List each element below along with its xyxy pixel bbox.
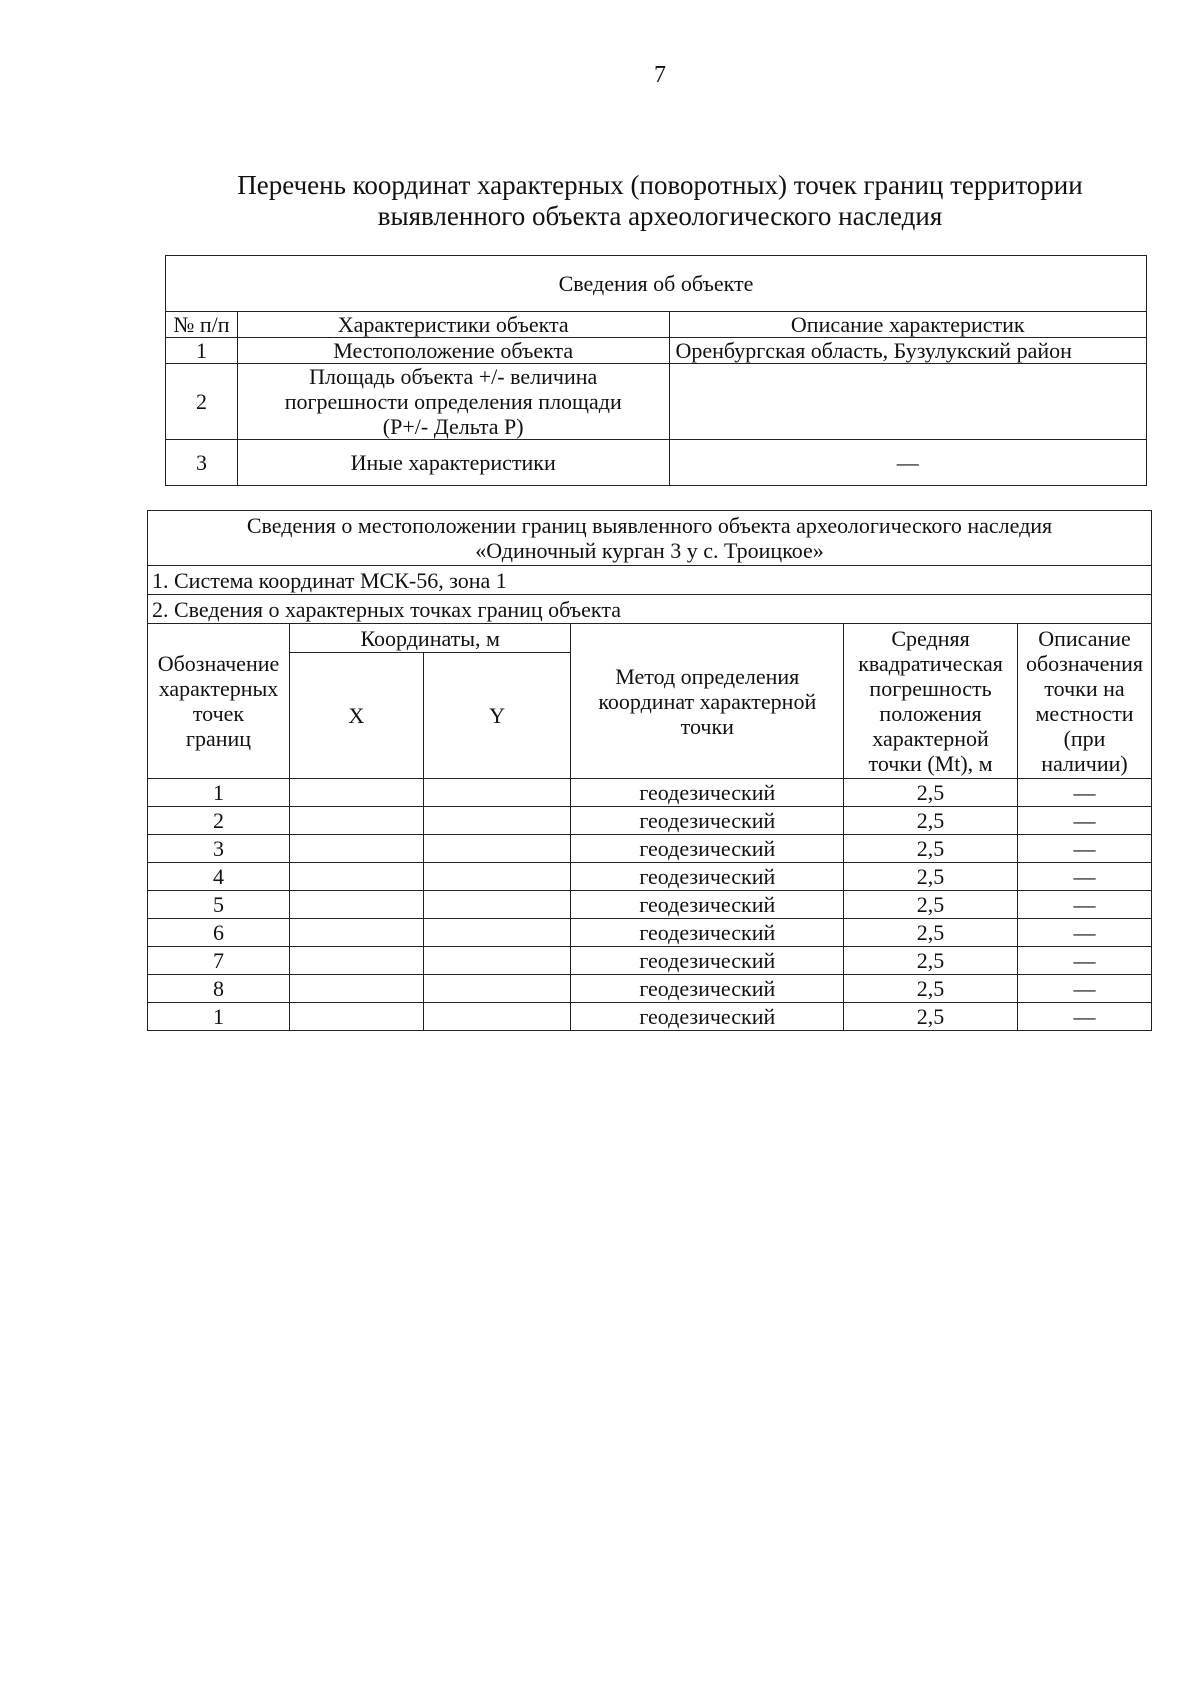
table-row — [148, 891, 1152, 919]
point-description: — — [1018, 891, 1152, 919]
point-y — [423, 807, 571, 835]
point-method: геодезический — [571, 835, 844, 863]
point-y — [423, 975, 571, 1003]
point-x — [289, 947, 423, 975]
document-title — [160, 170, 1160, 232]
col-header-line: точки (Mt), м — [868, 751, 993, 776]
col-header-line: точки на — [1044, 676, 1125, 701]
boundary-table — [147, 510, 1152, 1031]
col-header-line: Метод определения — [615, 663, 800, 689]
boundary-header-line-1: Сведения о местоположении границ выявленного объекта археологического наследия — [246, 513, 1053, 538]
col-header-line: Средняя — [891, 626, 970, 651]
point-error: 2,5 — [844, 1003, 1018, 1031]
table-row — [148, 1003, 1152, 1031]
col-header-line: Обозначение — [157, 651, 280, 676]
row-description: — — [669, 440, 1147, 486]
coordinate-system: 1. Система координат МСК-56, зона 1 — [148, 566, 1152, 595]
table-row — [148, 835, 1152, 863]
col-header-error — [844, 624, 1018, 779]
table-row — [148, 975, 1152, 1003]
row-characteristic-line: Площадь объекта +/- величина — [309, 364, 598, 389]
boundary-header — [148, 511, 1152, 566]
point-error: 2,5 — [844, 863, 1018, 891]
table-row — [148, 807, 1152, 835]
point-method: геодезический — [571, 947, 844, 975]
point-x — [289, 975, 423, 1003]
point-y — [423, 947, 571, 975]
col-header-coordinates: Координаты, м — [289, 624, 571, 653]
col-header-line: координат характерной — [598, 688, 817, 714]
row-num: 2 — [166, 364, 238, 440]
title-line-2: выявленного объекта археологического наследия — [377, 201, 943, 231]
col-header-line: характерной — [872, 726, 989, 751]
point-error: 2,5 — [844, 779, 1018, 807]
point-description: — — [1018, 807, 1152, 835]
point-x — [289, 779, 423, 807]
col-header-line: (при — [1063, 726, 1106, 751]
boundary-header-line-2: «Одиночный курган 3 у с. Троицкое» — [475, 538, 824, 563]
point-method: геодезический — [571, 919, 844, 947]
point-number: 1 — [148, 1003, 290, 1031]
point-error: 2,5 — [844, 975, 1018, 1003]
point-number: 2 — [148, 807, 290, 835]
point-x — [289, 891, 423, 919]
point-error: 2,5 — [844, 947, 1018, 975]
point-x — [289, 807, 423, 835]
col-header-line: точки — [680, 713, 734, 739]
col-header-line: квадратическая — [858, 651, 1003, 676]
row-characteristic-line: (Р+/- Дельта Р) — [382, 414, 524, 439]
table-row — [148, 919, 1152, 947]
col-header-method — [571, 624, 844, 779]
page-number: 7 — [654, 62, 666, 88]
row-description — [669, 364, 1147, 440]
row-characteristic: Иные характеристики — [237, 440, 669, 486]
col-header-y: Y — [423, 653, 571, 779]
point-number: 5 — [148, 891, 290, 919]
point-method: геодезический — [571, 1003, 844, 1031]
col-header-line: обозначения — [1025, 651, 1144, 676]
row-num: 3 — [166, 440, 238, 486]
point-error: 2,5 — [844, 807, 1018, 835]
table-row — [166, 338, 1147, 364]
row-characteristic: Местоположение объекта — [237, 338, 669, 364]
point-number: 6 — [148, 919, 290, 947]
point-number: 8 — [148, 975, 290, 1003]
point-description: — — [1018, 863, 1152, 891]
point-x — [289, 919, 423, 947]
col-header-line: границ — [185, 726, 252, 751]
point-method: геодезический — [571, 891, 844, 919]
col-header-point-description — [1018, 624, 1152, 779]
point-error: 2,5 — [844, 835, 1018, 863]
col-header-designation — [148, 624, 290, 779]
point-error: 2,5 — [844, 919, 1018, 947]
point-error: 2,5 — [844, 891, 1018, 919]
point-description: — — [1018, 975, 1152, 1003]
points-header: 2. Сведения о характерных точках границ объекта — [148, 595, 1152, 624]
table-row — [166, 364, 1147, 440]
point-y — [423, 1003, 571, 1031]
col-header-line: наличии) — [1041, 751, 1128, 776]
point-x — [289, 835, 423, 863]
col-header-characteristics: Характеристики объекта — [237, 312, 669, 338]
row-characteristic-line: погрешности определения площади — [284, 389, 622, 414]
col-header-line: характерных — [158, 676, 279, 701]
point-description: — — [1018, 1003, 1152, 1031]
point-method: геодезический — [571, 779, 844, 807]
point-number: 7 — [148, 947, 290, 975]
object-info-table — [165, 255, 1147, 486]
point-number: 3 — [148, 835, 290, 863]
table-row — [166, 440, 1147, 486]
col-header-x: X — [289, 653, 423, 779]
point-x — [289, 1003, 423, 1031]
row-characteristic — [237, 364, 669, 440]
point-y — [423, 863, 571, 891]
table-row — [148, 947, 1152, 975]
col-header-description: Описание характеристик — [669, 312, 1147, 338]
point-method: геодезический — [571, 863, 844, 891]
point-description: — — [1018, 947, 1152, 975]
title-line-1: Перечень координат характерных (поворотных) точек границ территории — [237, 170, 1083, 200]
point-x — [289, 863, 423, 891]
table-row — [148, 863, 1152, 891]
col-header-num: № п/п — [166, 312, 238, 338]
point-y — [423, 891, 571, 919]
col-header-line: погрешность — [869, 676, 992, 701]
point-y — [423, 835, 571, 863]
row-description: Оренбургская область, Бузулукский район — [669, 338, 1147, 364]
point-number: 1 — [148, 779, 290, 807]
col-header-line: местности — [1035, 701, 1134, 726]
row-num: 1 — [166, 338, 238, 364]
point-number: 4 — [148, 863, 290, 891]
col-header-line: положения — [879, 701, 982, 726]
col-header-line: точек — [192, 701, 245, 726]
col-header-line: Описание — [1038, 626, 1131, 651]
point-method: геодезический — [571, 807, 844, 835]
point-y — [423, 919, 571, 947]
point-y — [423, 779, 571, 807]
object-info-header: Сведения об объекте — [166, 256, 1147, 312]
point-description: — — [1018, 919, 1152, 947]
table-row — [148, 779, 1152, 807]
point-description: — — [1018, 835, 1152, 863]
point-description: — — [1018, 779, 1152, 807]
point-method: геодезический — [571, 975, 844, 1003]
